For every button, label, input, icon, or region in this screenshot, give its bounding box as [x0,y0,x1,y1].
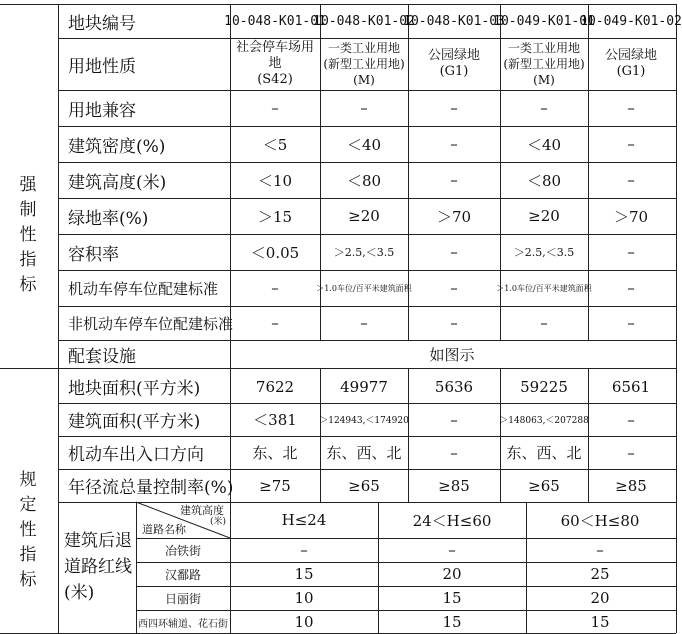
bike-5: – [627,314,635,332]
row-label-floor-area: 建筑面积(平方米) [68,412,201,432]
row-label-green: 绿地率(%) [68,208,149,229]
bike-2: – [360,314,368,332]
density-1: ＜5 [262,135,288,154]
road-1-val-1: – [300,541,308,559]
row-label-height: 建筑高度(米) [68,172,167,193]
road-name-1: 冶铁街 [164,543,201,558]
green-2: ≥20 [348,207,380,225]
diag-road-label: 道路名称 [142,523,186,536]
floor-area-3: – [450,410,458,429]
far-4: ＞2.5,＜3.5 [513,246,575,259]
code-col-1: 10-048-K01-01 [224,13,326,29]
green-5: ＞70 [613,207,649,226]
row-label-land-use: 用地性质 [68,56,136,77]
area-4: 59225 [520,377,568,396]
floor-area-2: ＞124943,＜174920 [319,416,409,426]
floor-area-5: – [627,410,635,429]
area-3: 5636 [434,377,474,396]
code-col-3: 10-048-K01-03 [403,13,505,29]
density-5: – [627,135,635,153]
road-2-val-1: 15 [294,565,314,583]
car-5: – [627,279,635,297]
compat-2: – [360,99,368,117]
land-use-3: 公园绿地 (G1) [427,48,480,79]
height-3: – [450,171,458,189]
row-label-bike: 非机动车停车位配建标准 [68,314,234,333]
runoff-2: ≥65 [348,476,380,495]
floor-area-1: ＜381 [253,411,297,429]
road-name-3: 日丽街 [164,591,201,606]
header-label: 地块编号 [68,13,136,34]
road-3-val-3: 20 [590,589,610,607]
road-4-val-3: 15 [590,613,610,631]
row-label-runoff: 年径流总量控制率(%) [68,478,234,498]
land-use-4: 一类工业用地 (新型工业用地)(M) [503,41,585,87]
group-mandatory: 强制性指标 [19,174,37,295]
road-4-val-1: 10 [294,613,314,631]
far-1: ＜0.05 [250,243,300,262]
green-1: ＞15 [257,207,293,226]
bike-3: – [450,314,458,332]
code-col-4: 10-049-K01-01 [493,13,595,29]
road-2-val-2: 20 [442,565,462,583]
green-3: ＞70 [436,207,472,226]
row-label-area: 地块面积(平方米) [68,379,201,399]
density-4: ＜40 [526,135,562,154]
diag-height-label: 建筑高度 [180,504,224,517]
facility-value: 如图示 [429,345,475,364]
road-1-val-2: – [448,541,456,559]
code-col-5: 10-049-K01-02 [580,13,682,29]
diag-unit-label: (米) [210,517,227,527]
far-2: ＞2.5,＜3.5 [333,246,395,259]
grid-vline [676,4,677,633]
road-3-val-1: 10 [294,589,314,607]
land-use-1: 社会停车场用地 (S42) [235,40,314,87]
height-band-2: 24＜H≤60 [412,511,492,530]
bike-4: – [540,314,548,332]
bike-1: – [271,314,279,332]
runoff-4: ≥65 [528,476,560,495]
row-label-access: 机动车出入口方向 [68,445,204,465]
car-1: – [271,279,279,297]
access-5: – [627,443,635,462]
road-1-val-3: – [596,541,604,559]
area-1: 7622 [255,377,295,396]
green-4: ≥20 [528,207,560,225]
road-name-4: 西四环辅道、花石街 [138,618,228,630]
row-label-density: 建筑密度(%) [68,136,166,157]
height-4: ＜80 [526,171,562,190]
access-1: 东、北 [252,444,298,462]
code-col-2: 10-048-K01-02 [313,13,415,29]
car-4: ＞1.0车位/百平米建筑面积 [496,283,592,293]
area-2: 49977 [340,377,388,396]
row-label-compat: 用地兼容 [68,100,136,121]
access-2: 东、西、北 [326,444,402,462]
height-2: ＜80 [346,171,382,190]
diagonal-divider [136,502,230,538]
runoff-3: ≥85 [438,476,470,495]
compat-4: – [540,99,548,117]
height-1: ＜10 [257,171,293,190]
far-3: – [450,243,458,261]
road-3-val-2: 15 [442,589,462,607]
height-5: – [627,171,635,189]
row-label-facility: 配套设施 [68,346,136,367]
runoff-5: ≥85 [615,476,647,495]
access-4: 东、西、北 [506,444,582,462]
compat-1: – [271,99,279,117]
road-name-2: 汉鄱路 [164,567,201,582]
compat-5: – [627,99,635,117]
compat-3: – [450,99,458,117]
row-label-far: 容积率 [68,244,119,265]
area-5: 6561 [611,377,651,396]
row-label-car: 机动车停车位配建标准 [68,279,219,298]
density-3: – [450,135,458,153]
height-band-1: H≤24 [281,511,327,529]
grid-hline [0,368,676,369]
road-2-val-3: 25 [590,565,610,583]
car-2: ＞1.0车位/百平米建筑面积 [316,283,412,293]
group-regulatory: 规定性指标 [19,469,37,590]
access-3: – [450,443,458,462]
density-2: ＜40 [346,135,382,154]
land-use-2: 一类工业用地 (新型工业用地)(M) [323,41,405,87]
runoff-1: ≥75 [259,476,291,495]
road-4-val-2: 15 [442,613,462,631]
land-use-5: 公园绿地 (G1) [604,48,657,79]
floor-area-4: ＞148063,＜207288 [499,416,589,426]
height-band-3: 60＜H≤80 [560,511,640,530]
far-5: – [627,243,635,261]
car-3: – [450,279,458,297]
setback-label: 建筑后退道路红线(米) [64,531,132,603]
